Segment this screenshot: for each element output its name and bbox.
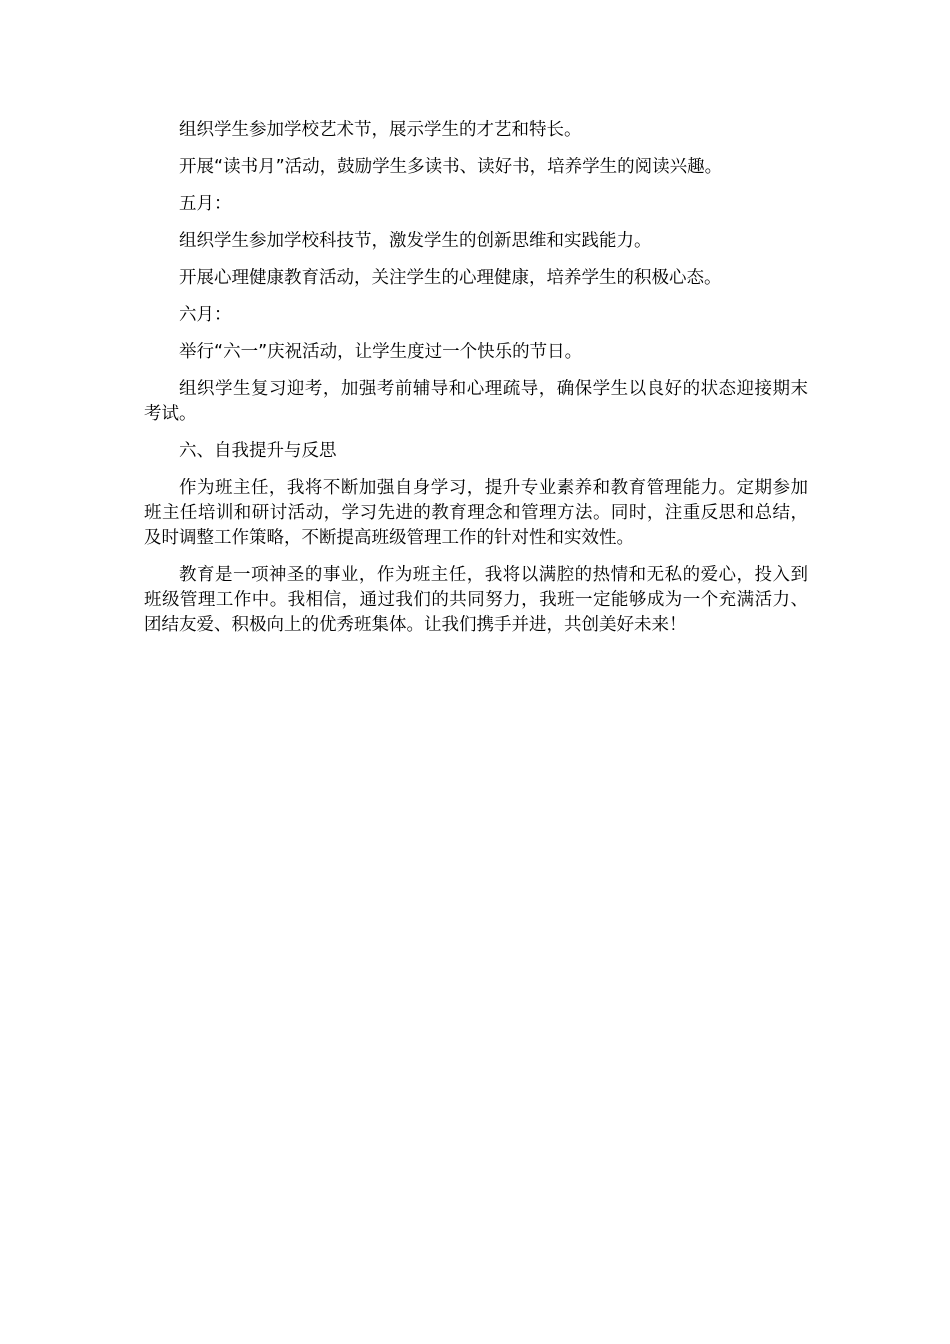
heading-may: 五月： [179, 194, 232, 214]
paragraph-science-festival: 组织学生参加学校科技节，激发学生的创新思维和实践能力。 [179, 231, 652, 251]
paragraph-self-learning: 作为班主任，我将不断加强自身学习，提升专业素养和教育管理能力。定期参加班主任培训和研讨活动，学习先进的教育理念和管理方法。同时，注重反思和总结，及时调整工作策略，不断提高班级管理工作的针对性和实效性。 [144, 478, 808, 548]
paragraph-reading-month: 开展“读书月”活动，鼓励学生多读书、读好书，培养学生的阅读兴趣。 [179, 157, 723, 177]
paragraph-conclusion: 教育是一项神圣的事业，作为班主任，我将以满腔的热情和无私的爱心，投入到班级管理工作中。我相信，通过我们的共同努力，我班一定能够成为一个充满活力、团结友爱、积极向上的优秀班集体。让我们携手并进，共创美好未来！ [144, 565, 808, 635]
paragraph-childrens-day: 举行“六一”庆祝活动，让学生度过一个快乐的节日。 [179, 342, 583, 362]
section-heading-self-improvement: 六、自我提升与反思 [179, 441, 337, 461]
paragraph-exam-review: 组织学生复习迎考，加强考前辅导和心理疏导，确保学生以良好的状态迎接期末考试。 [144, 379, 808, 424]
document-body [144, 118, 808, 650]
paragraph-art-festival: 组织学生参加学校艺术节，展示学生的才艺和特长。 [179, 120, 582, 140]
heading-june: 六月： [179, 305, 232, 325]
paragraph-mental-health: 开展心理健康教育活动，关注学生的心理健康，培养学生的积极心态。 [179, 268, 722, 288]
